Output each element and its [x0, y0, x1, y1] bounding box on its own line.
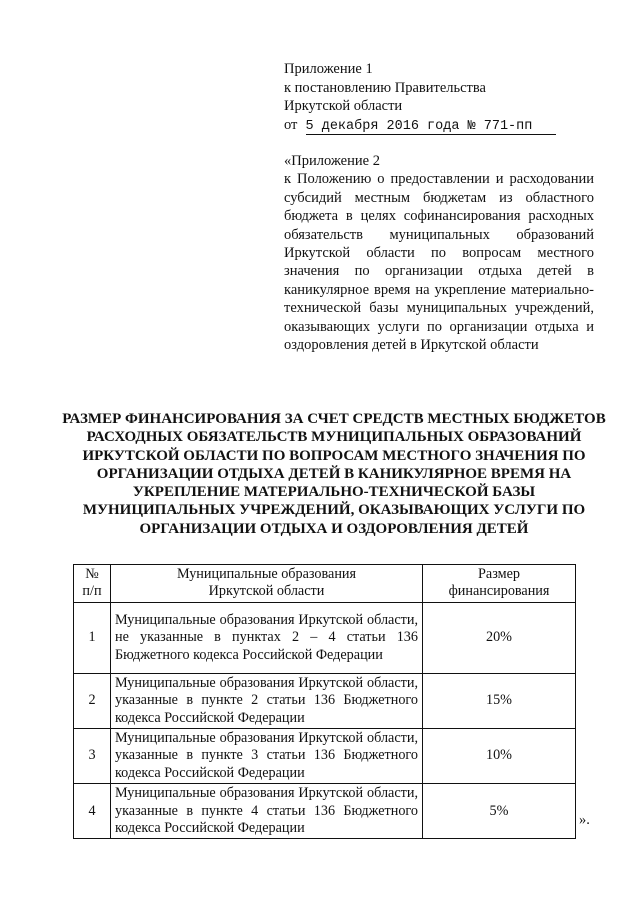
row-number: 3 — [74, 729, 111, 784]
row-municipality: Муниципальные образования Иркутской области, указанные в пункте 4 статьи 136 Бюджетного кодекса Российской Федерации — [111, 784, 423, 839]
row-financing-size: 20% — [423, 602, 576, 673]
row-number: 2 — [74, 673, 111, 728]
row-financing-size: 15% — [423, 673, 576, 728]
row-financing-size: 5% — [423, 784, 576, 839]
date-prefix: от — [284, 116, 298, 133]
header-number-line2: п/п — [82, 583, 102, 600]
financing-table — [73, 564, 576, 839]
table-header-row — [74, 565, 576, 603]
row-number: 4 — [74, 784, 111, 839]
header-municipality-line1: Муниципальные образования — [176, 566, 357, 582]
row-municipality: Муниципальные образования Иркутской области, не указанные в пунктах 2 – 4 статьи 136 Бюджетного кодекса Российской Федерации — [111, 602, 423, 673]
header-financing-size — [423, 565, 576, 603]
resolution-date-line — [284, 116, 584, 137]
resolution-date-number: 5 декабря 2016 года № 771-пп — [306, 119, 557, 135]
header-size-line2: финансирования — [448, 583, 550, 600]
row-municipality: Муниципальные образования Иркутской области, указанные в пункте 3 статьи 136 Бюджетного кодекса Российской Федерации — [111, 729, 423, 784]
appendix-2-heading: «Приложение 2 — [284, 153, 380, 169]
header-municipality-line2: Иркутской области — [208, 583, 325, 600]
header-municipality — [111, 565, 423, 603]
appendix-1-heading: Приложение 1 — [284, 61, 373, 77]
appendix-2-body: к Положению о предоставлении и расходовании субсидий местным бюджетам из областного бюджета в целях софинансирования расходных обязательств муниципальных образований Иркутской области по вопросам местного значения по организации отдыха детей в каникулярное время на укрепление материально-технической базы муниципальных учреждений, оказывающих услуги по организации отдыха и оздоровления детей в Иркутской области — [284, 171, 594, 354]
header-size-line1: Размер — [478, 566, 520, 582]
appendix-2-block — [284, 152, 594, 354]
header-number-line1: № — [85, 566, 99, 582]
document-title: РАЗМЕР ФИНАНСИРОВАНИЯ ЗА СЧЕТ СРЕДСТВ МЕСТНЫХ БЮДЖЕТОВ РАСХОДНЫХ ОБЯЗАТЕЛЬСТВ МУНИЦИПАЛЬНЫХ ОБРАЗОВАНИЙ ИРКУТСКОЙ ОБЛАСТИ ПО ВОПРОСАМ МЕСТНОГО ЗНАЧЕНИЯ ПО ОРГАНИЗАЦИИ ОТДЫХА ДЕТЕЙ В КАНИКУЛЯРНОЕ ВРЕМЯ НА УКРЕПЛЕНИЕ МАТЕРИАЛЬНО-ТЕХНИЧЕСКОЙ БАЗЫ МУНИЦИПАЛЬНЫХ УЧРЕЖДЕНИЙ, ОКАЗЫВАЮЩИХ УСЛУГИ ПО ОРГАНИЗАЦИИ ОТДЫХА И ОЗДОРОВЛЕНИЯ ДЕТЕЙ — [62, 411, 606, 537]
appendix-1-resolution-line: к постановлению Правительства — [284, 79, 486, 96]
row-number: 1 — [74, 602, 111, 673]
table-row — [74, 602, 576, 673]
appendix-1-region-line: Иркутской области — [284, 98, 403, 114]
appendix-1-block — [284, 60, 584, 136]
table-row — [74, 784, 576, 839]
row-financing-size: 10% — [423, 729, 576, 784]
table-row — [74, 729, 576, 784]
header-number — [74, 565, 111, 603]
closing-quote-mark: ». — [579, 812, 590, 828]
table-row — [74, 673, 576, 728]
row-municipality: Муниципальные образования Иркутской области, указанные в пункте 2 статьи 136 Бюджетного кодекса Российской Федерации — [111, 673, 423, 728]
